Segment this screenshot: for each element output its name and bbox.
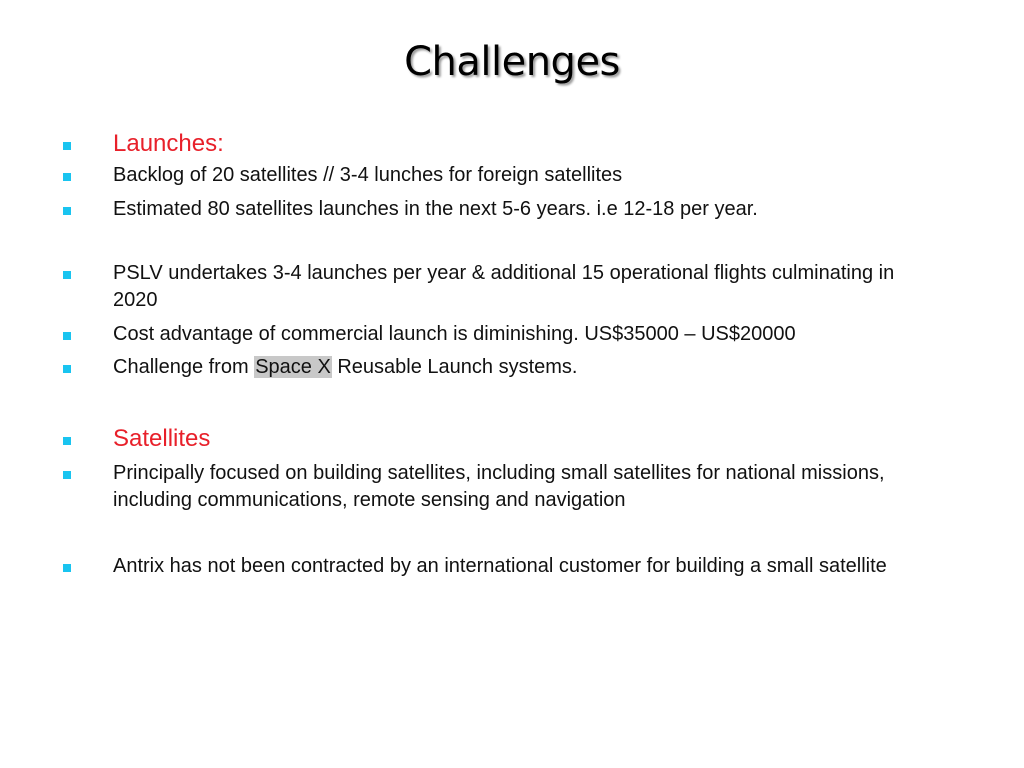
bullet-text: Principally focused on building satellites, including small satellites for national missions, including communications, remote sensing and navigation [113, 462, 885, 511]
square-bullet-icon [63, 142, 71, 150]
space-x-highlight: Space X [255, 356, 331, 378]
section-heading-satellites: Satellites [113, 425, 211, 452]
bullet-text: PSLV undertakes 3-4 launches per year & additional 15 operational flights culminating in 2020 [113, 262, 895, 311]
square-bullet-icon [63, 332, 71, 340]
bullet-text-space-x [113, 354, 933, 381]
bullet-text-prefix: Challenge from [113, 356, 255, 378]
square-bullet-icon [63, 271, 71, 279]
bullet-text: Estimated 80 satellites launches in the next 5-6 years. i.e 12-18 per year. [113, 198, 758, 220]
square-bullet-icon [63, 471, 71, 479]
slide-title: Challenges [404, 39, 620, 85]
bullet-text: Antrix has not been contracted by an international customer for building a small satellite [113, 555, 887, 577]
square-bullet-icon [63, 173, 71, 181]
square-bullet-icon [63, 365, 71, 373]
square-bullet-icon [63, 564, 71, 572]
bullet-text-suffix: Reusable Launch systems. [331, 356, 578, 378]
square-bullet-icon [63, 207, 71, 215]
square-bullet-icon [63, 437, 71, 445]
section-heading-launches: Launches: [113, 130, 224, 157]
bullet-text: Backlog of 20 satellites // 3-4 lunches for foreign satellites [113, 164, 623, 186]
bullet-text: Cost advantage of commercial launch is diminishing. US$35000 – US$20000 [113, 323, 796, 345]
